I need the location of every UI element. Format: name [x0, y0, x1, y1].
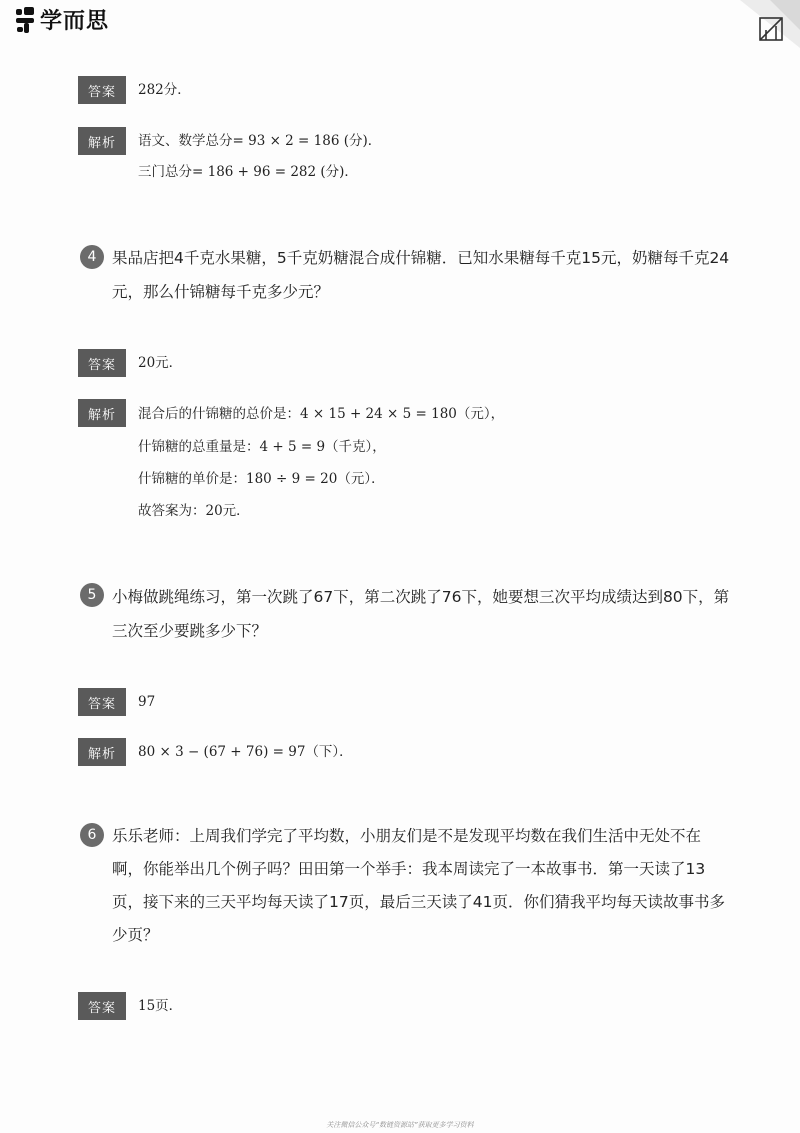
q3-answer: 282分． — [138, 82, 191, 98]
logo-text: 学而思 — [40, 9, 110, 34]
analysis-label: 解析 — [78, 738, 126, 766]
analysis-label: 解析 — [78, 127, 126, 155]
answer-label: 答案 — [78, 76, 126, 104]
analysis-label: 解析 — [78, 399, 126, 427]
question-number-5: 5 — [80, 583, 104, 607]
q3-analysis-line: 语文、数学总分= 93 × 2 = 186 (分)． — [138, 133, 382, 149]
answer-label: 答案 — [78, 688, 126, 716]
q6-question-line: 啊，你能举出几个例子吗？田田第一个举手：我本周读完了一本故事书．第一天读了13 — [112, 860, 706, 878]
q4-answer: 20元． — [138, 355, 183, 371]
logo — [14, 4, 109, 35]
answer-label: 答案 — [78, 992, 126, 1020]
q6-question-line: 乐乐老师：上周我们学完了平均数，小朋友们是不是发现平均数在我们生活中无处不在 — [112, 827, 702, 845]
q3-analysis-line: 三门总分= 186 + 96 = 282 (分)． — [138, 164, 358, 180]
footer-note: 关注微信公众号“数链资源站”获取更多学习资料 — [326, 1121, 474, 1129]
question-number-6: 6 — [80, 823, 104, 847]
q6-question-line: 页，接下来的三天平均每天读了17页，最后三天读了41页．你们猜我平均每天读故事书多 — [112, 893, 725, 911]
answer-label: 答案 — [78, 349, 126, 377]
q4-analysis-line: 故答案为：20元． — [138, 503, 250, 519]
q5-question-line: 三次至少要跳多少下？ — [112, 622, 268, 640]
corner-emblem-icon — [740, 0, 800, 48]
q4-question-line: 果品店把4千克水果糖，5千克奶糖混合成什锦糖．已知水果糖每千克15元，奶糖每千克24 — [112, 249, 730, 267]
q6-answer: 15页． — [138, 998, 183, 1014]
q4-analysis-line: 混合后的什锦糖的总价是：4 × 15 + 24 × 5 = 180（元）， — [138, 406, 505, 422]
question-number-4: 4 — [80, 245, 104, 269]
q5-question-line: 小梅做跳绳练习，第一次跳了67下，第二次跳了76下，她要想三次平均成绩达到80下，第 — [112, 588, 730, 606]
q4-question-line: 元，那么什锦糖每千克多少元？ — [112, 283, 330, 301]
q6-question-line: 少页？ — [112, 926, 159, 944]
q5-analysis-line: 80 × 3 − (67 + 76) = 97（下）． — [138, 744, 353, 760]
q4-analysis-line: 什锦糖的单价是：180 ÷ 9 = 20（元）． — [138, 471, 385, 487]
q5-answer: 97 — [138, 694, 156, 710]
logo-icon — [14, 7, 36, 33]
q4-analysis-line: 什锦糖的总重量是：4 + 5 = 9（千克）， — [138, 439, 386, 455]
